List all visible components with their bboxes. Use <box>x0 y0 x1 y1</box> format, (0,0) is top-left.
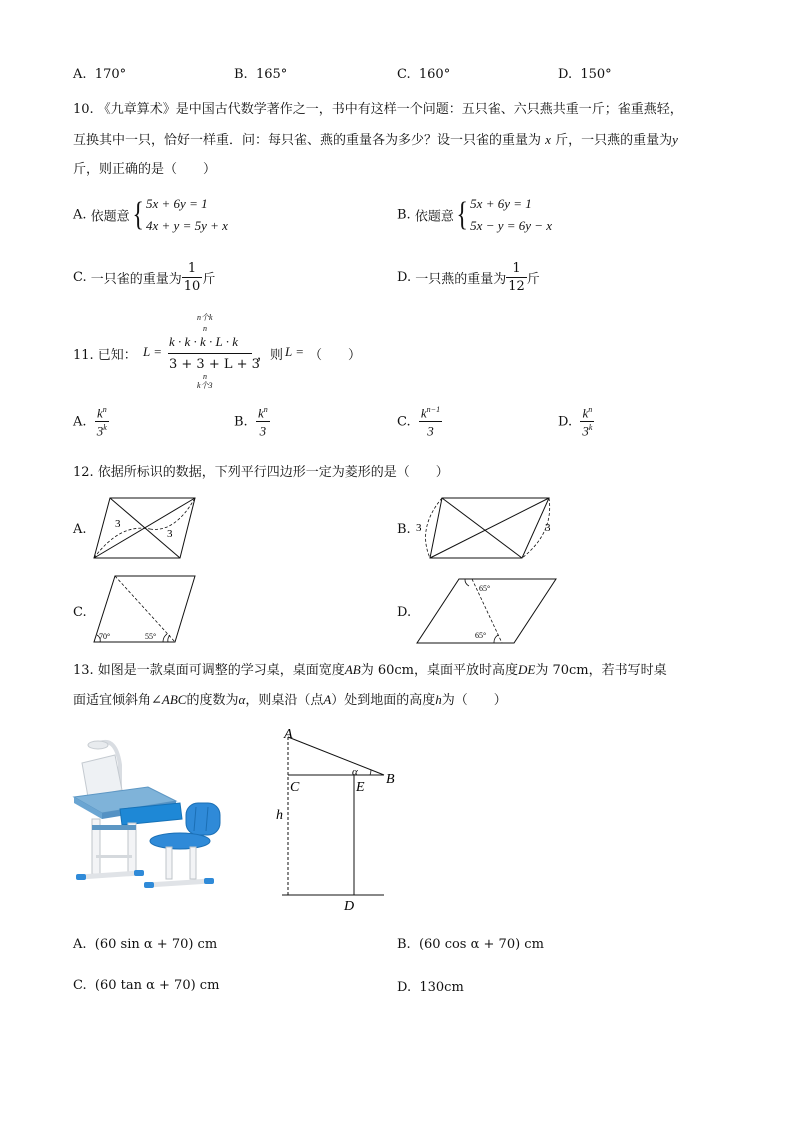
point-label: D <box>344 899 355 912</box>
fig-angle-label: 65° <box>479 584 491 593</box>
fig-angle-label: 70° <box>99 632 111 641</box>
point-label: h <box>276 808 283 823</box>
denominator: 3 + 3 + L + 3 <box>169 357 260 372</box>
fraction: $\frac{k^n}{3^k}$ <box>582 405 593 439</box>
q11-option-b: B. $\frac{k^n}{3}$ <box>234 405 268 439</box>
q13-option-b: B. (60 cos α + 70) cm <box>397 937 544 952</box>
q11-option-d: D. $\frac{k^n}{3^k}$ <box>558 405 593 439</box>
point-label: C <box>290 780 300 795</box>
q13-option-c: C. (60 tan α + 70) cm <box>73 978 220 993</box>
fraction: $\frac{k^n}{3^k}$ <box>96 405 107 439</box>
q12-figure-b <box>412 493 562 563</box>
q12-figure-d <box>414 576 559 646</box>
q10-stem-line3: 斤，则正确的是（ ） <box>73 162 217 177</box>
fraction: $\frac{1}{10}$ <box>183 261 201 294</box>
desk-illustration <box>70 735 225 895</box>
q9-option-b <box>234 67 287 82</box>
q12-stem: 12. 依据所标识的数据，下列平行四边形一定为菱形的是（ ） <box>73 465 449 480</box>
brace: { <box>456 196 468 233</box>
bottom-brace-note: k个3 <box>197 381 213 390</box>
q12-label-a: A. <box>73 522 87 537</box>
q10-option-a: A. 依题意{ 5x + 6y = 1 4x + y = 5y + x <box>73 193 228 237</box>
q13-stem-line1: 13. 如图是一款桌面可调整的学习桌，桌面宽度AB为 60cm，桌面平放时高度DE为 70cm，若书写时桌 <box>73 662 667 678</box>
q10-stem-line1: 10. 《九章算术》是中国古代数学著作之一，书中有这样一个问题：五只雀、六只燕共重一斤；雀重燕轻， <box>73 102 683 117</box>
angle-label: α <box>352 766 358 778</box>
q12-label-d: D. <box>397 605 412 620</box>
option-label: C. <box>397 67 411 82</box>
q13-geometry-diagram <box>272 727 402 912</box>
q11-option-c: C. $\frac{k^{n-1}}{3}$ <box>397 405 441 439</box>
q12-label-b: B. <box>397 522 411 537</box>
q12-figure-a <box>90 493 200 563</box>
q13-stem-line2: 面适宜倾斜角∠ABC的度数为α，则桌沿（点A）处到地面的高度h为（ ） <box>73 692 507 708</box>
fig-label: 3 <box>545 522 551 534</box>
fig-angle-label: 55° <box>145 632 157 641</box>
fig-label: 3 <box>416 522 422 534</box>
brace: { <box>132 196 144 233</box>
option-label: B. <box>234 67 248 82</box>
q12-figure-c <box>90 572 200 647</box>
q12-label-c: C. <box>73 605 87 620</box>
option-text: 170° <box>94 67 127 82</box>
point-label: A <box>284 727 293 742</box>
top-brace-note: n个k <box>197 313 213 322</box>
fraction: $\frac{1}{12}$ <box>508 261 525 294</box>
numerator: k · k · k · L · k <box>169 334 239 349</box>
equation-system: 5x + 6y = 1 5x − y = 6y − x <box>470 196 553 233</box>
option-text: 160° <box>418 67 451 82</box>
q13-option-d: D. 130cm <box>397 980 464 995</box>
q9-option-d <box>558 67 612 82</box>
fraction: $\frac{k^n}{3}$ <box>257 405 268 439</box>
point-label: B <box>386 772 395 787</box>
q10-stem-line2: 互换其中一只，恰好一样重．问：每只雀、燕的重量各为多少？设一只雀的重量为 x 斤，一只燕的重量为y <box>73 132 678 148</box>
q9-option-a <box>73 67 126 82</box>
option-text: 165° <box>255 67 288 82</box>
fig-angle-label: 65° <box>475 631 487 640</box>
fraction: $\frac{k^{n-1}}{3}$ <box>420 405 441 439</box>
q11-option-a: A. $\frac{k^n}{3^k}$ <box>73 405 107 439</box>
q10-option-d: D. 一只燕的重量为 $\frac{1}{12}$ 斤 <box>397 261 540 294</box>
q13-option-a: A. (60 sin α + 70) cm <box>73 937 218 952</box>
q10-option-c: C. 一只雀的重量为 $\frac{1}{10}$ 斤 <box>73 261 216 294</box>
fraction-bar <box>168 353 252 354</box>
q9-option-c <box>397 67 450 82</box>
option-label: D. <box>558 67 573 82</box>
equation-system: 5x + 6y = 1 4x + y = 5y + x <box>146 196 228 233</box>
option-text: 150° <box>580 67 612 82</box>
point-label: E <box>356 780 365 795</box>
q10-option-b: B. 依题意{ 5x + 6y = 1 5x − y = 6y − x <box>397 193 552 237</box>
option-label: A. <box>73 67 87 82</box>
fig-label: 3 <box>115 518 121 530</box>
fig-label: 3 <box>167 528 173 540</box>
